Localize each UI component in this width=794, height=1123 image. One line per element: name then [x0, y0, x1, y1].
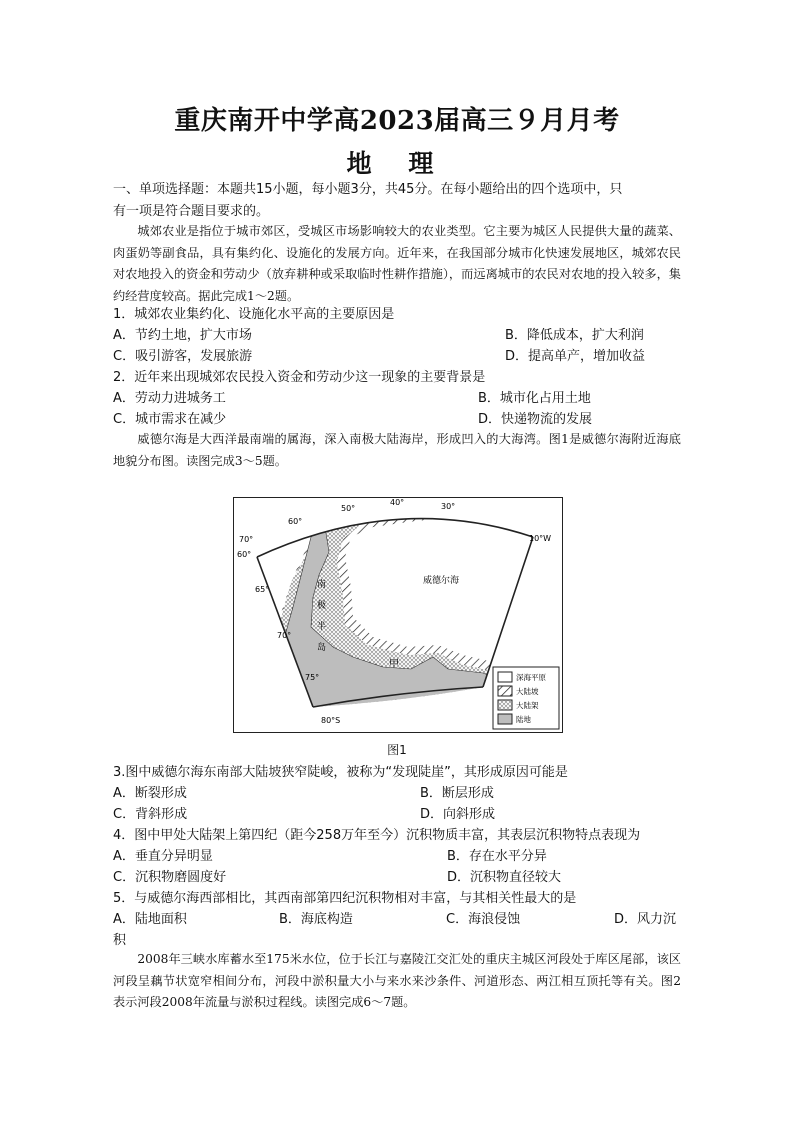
question-2-stem: 2．近年来出现城郊农民投入资金和劳动少这一现象的主要背景是: [113, 370, 486, 385]
question-1-option-b: B．降低成本，扩大利润: [505, 328, 644, 343]
question-5-option-d-continued: 积: [113, 933, 127, 948]
question-3-option-c: C．背斜形成: [113, 807, 188, 822]
question-3-stem: 3.图中威德尔海东南部大陆坡狭窄陡峻，被称为“发现陡崖”，其形成原因可能是: [113, 765, 568, 780]
lon-label-70: 70°: [239, 535, 254, 544]
question-5-option-a: A．陆地面积: [113, 912, 187, 927]
question-4-option-a: A．垂直分异明显: [113, 849, 213, 864]
question-3-option-b: B．断层形成: [420, 786, 494, 801]
question-2-option-c: C．城市需求在减少: [113, 412, 227, 427]
question-2-option-b: B．城市化占用土地: [478, 391, 591, 406]
lon-label-50: 50°: [341, 504, 356, 513]
question-3-option-d: D．向斜形成: [420, 807, 496, 822]
question-4-option-b: B．存在水平分异: [447, 849, 547, 864]
section-instruction-line2: 有一项是符合题目要求的。: [113, 204, 270, 219]
peninsula-char-2: 极: [317, 601, 327, 611]
jia-label: 甲: [389, 659, 399, 670]
question-4-option-d: D．沉积物直径较大: [447, 870, 562, 885]
lon-label-30: 30°: [441, 502, 456, 511]
exam-title: 重庆南开中学高2023届高三９月月考: [174, 106, 620, 136]
lat-label-65: 65°: [255, 585, 270, 594]
lat-label-75: 75°: [305, 673, 320, 682]
figure-1-caption: 图1: [387, 743, 407, 757]
question-5-option-d: D．风力沉: [614, 912, 677, 927]
question-1-option-d: D．提高单产，增加收益: [505, 349, 646, 364]
question-5-stem: 5．与威德尔海西部相比，其西南部第四纪沉积物相对丰富，与其相关性最大的是: [113, 891, 577, 906]
subject-title: 地 理: [346, 149, 448, 178]
passage-2: 威德尔海是大西洋最南端的属海，深入南极大陆海岸，形成凹入的大海湾。图1是威德尔海附近海底地貌分布图。读图完成3～5题。: [113, 432, 681, 468]
question-1-stem: 1．城郊农业集约化、设施化水平高的主要原因是: [113, 307, 395, 322]
figure-1-map: [233, 497, 563, 733]
weddell-sea-label: 威德尔海: [423, 576, 460, 586]
peninsula-char-1: 南: [317, 580, 327, 590]
lon-label-60: 60°: [288, 517, 303, 526]
lat-label-70: 70°: [277, 631, 292, 640]
passage-1: 城郊农业是指位于城市郊区，受城区市场影响较大的农业类型。它主要为城区人民提供大量的蔬菜、肉蛋奶等副食品，具有集约化、设施化的发展方向。近年来，在我国部分城市化快速发展地区，城郊农民对农地投入的资金和劳动少（放弃耕种或采取临时性耕作措施），而远离城市的农民对农地的投入较多，集约经营度较高。据此完成1～2题。: [113, 224, 681, 303]
legend-label-slope: 大陆坡: [516, 687, 539, 696]
question-1-option-a: A．节约土地，扩大市场: [113, 328, 252, 343]
section-instruction-line1: 一、单项选择题：本题共15小题，每小题3分，共45分。在每小题给出的四个选项中，只: [113, 182, 623, 197]
question-4-option-c: C．沉积物磨圆度好: [113, 870, 227, 885]
question-3-option-a: A．断裂形成: [113, 786, 187, 801]
question-5-option-b: B．海底构造: [279, 912, 353, 927]
question-2-option-a: A．劳动力进城务工: [113, 391, 226, 406]
question-2-option-d: D．快递物流的发展: [478, 412, 593, 427]
legend-label-land: 陆地: [516, 715, 531, 724]
question-4-stem: 4．图中甲处大陆架上第四纪（距今258万年至今）沉积物质丰富，其表层沉积物特点表现为: [113, 828, 641, 843]
map-legend: [493, 667, 559, 729]
lat-label-80s: 80°S: [321, 716, 341, 725]
legend-label-plain: 深海平原: [516, 673, 546, 682]
question-5-option-c: C．海浪侵蚀: [446, 912, 521, 927]
lat-label-60: 60°: [237, 550, 252, 559]
lon-label-40: 40°: [390, 498, 405, 507]
peninsula-char-4: 岛: [317, 643, 327, 653]
peninsula-char-3: 半: [317, 622, 327, 632]
legend-label-shelf: 大陆架: [516, 701, 539, 710]
question-1-option-c: C．吸引游客，发展旅游: [113, 349, 253, 364]
passage-3: 2008年三峡水库蓄水至175米水位，位于长江与嘉陵江交汇处的重庆主城区河段处于库区尾部，该区河段呈藕节状宽窄相间分布，河段中淤积量大小与来水来沙条件、河道形态、两江相互顶托等有关。图2表示河段2008年流量与淤积过程线。读图完成6～7题。: [113, 952, 681, 1009]
lon-label-10w: 10°W: [529, 534, 552, 543]
